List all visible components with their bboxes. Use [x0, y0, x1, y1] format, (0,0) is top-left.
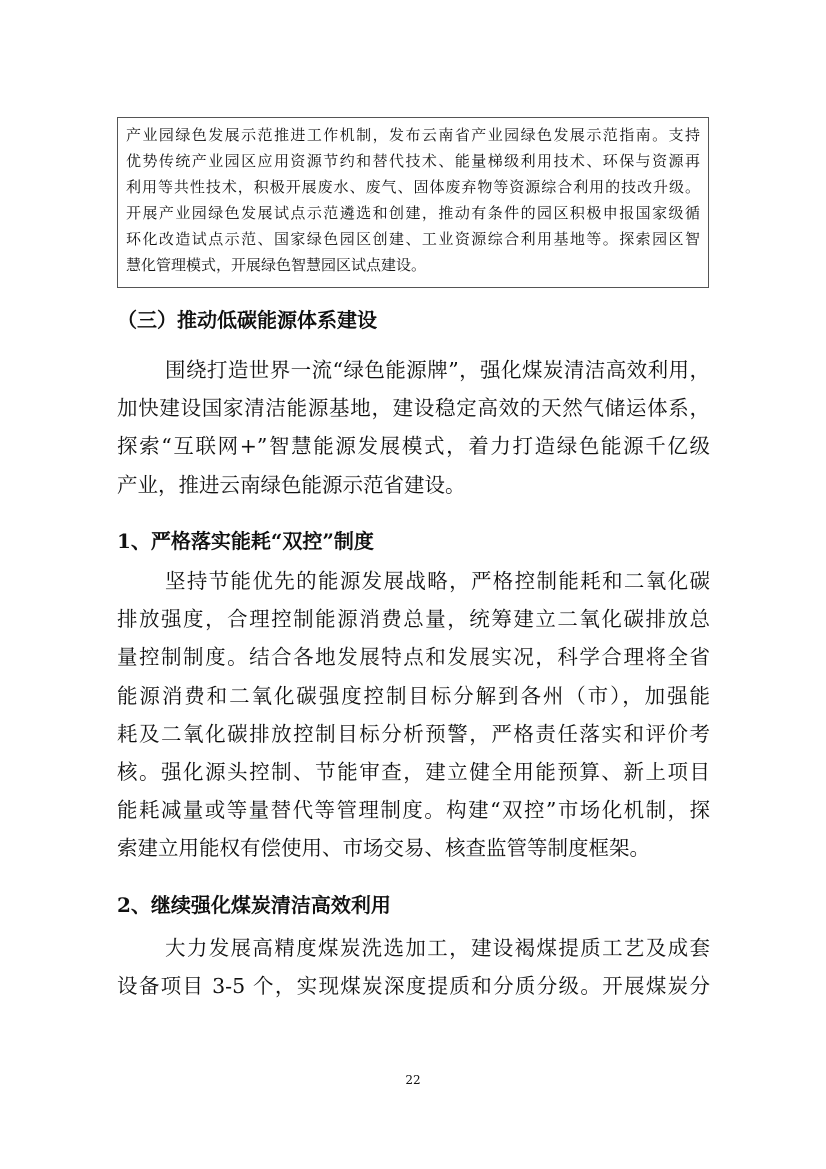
box-line: 环化改造试点示范、国家绿色园区创建、工业资源综合利用基地等。探索园区智 — [126, 230, 700, 248]
paragraph-line: 能耗减量或等量替代等管理制度。构建“双控”市场化机制，探 — [117, 798, 710, 823]
paragraph-line: 量控制制度。结合各地发展特点和发展实况，科学合理将全省 — [117, 645, 710, 670]
paragraph-line: 坚持节能优先的能源发展战略，严格控制能耗和二氧化碳 — [165, 569, 710, 593]
box-line: 优势传统产业园区应用资源节约和替代技术、能量梯级利用技术、环保与资源再 — [126, 152, 700, 170]
box-line: 产业园绿色发展示范推进工作机制，发布云南省产业园绿色发展示范指南。支持 — [126, 126, 700, 144]
box-line: 开展产业园绿色发展试点示范遴选和创建，推动有条件的园区积极申报国家级循 — [126, 204, 700, 222]
paragraph-line: 耗及二氧化碳排放控制目标分析预警，严格责任落实和评价考 — [117, 721, 710, 746]
box-line: 利用等共性技术，积极开展废水、废气、固体废弃物等资源综合利用的技改升级。 — [126, 178, 700, 196]
paragraph-line: 围绕打造世界一流“绿色能源牌”，强化煤炭清洁高效利用， — [165, 358, 710, 382]
section-paragraph — [117, 351, 710, 504]
subsection-heading: 1、严格落实能耗“双控”制度 — [117, 529, 374, 553]
paragraph-line: 核。强化源头控制、节能审查，建立健全用能预算、新上项目 — [117, 759, 710, 784]
paragraph-line: 索建立用能权有偿使用、市场交易、核查监管等制度框架。 — [117, 836, 650, 861]
paragraph-line: 能源消费和二氧化碳强度控制目标分解到各州（市），加强能 — [117, 683, 710, 708]
page-number: 22 — [405, 1073, 421, 1087]
paragraph-line: 设备项目 3-5 个，实现煤炭深度提质和分质分级。开展煤炭分 — [117, 974, 710, 999]
paragraph-line: 探索“互联网+”智慧能源发展模式，着力打造绿色能源千亿级 — [117, 434, 710, 459]
box-line: 慧化管理模式，开展绿色智慧园区试点建设。 — [126, 256, 427, 274]
paragraph-line: 加快建设国家清洁能源基地，建设稳定高效的天然气储运体系， — [117, 396, 710, 421]
subsection-paragraph — [117, 562, 710, 868]
subsection-heading: 2、继续强化煤炭清洁高效利用 — [117, 893, 391, 917]
paragraph-line: 产业，推进云南绿色能源示范省建设。 — [117, 472, 466, 497]
section-heading: （三）推动低碳能源体系建设 — [117, 308, 377, 332]
paragraph-line: 大力发展高精度煤炭洗选加工，建设褐煤提质工艺及成套 — [165, 936, 710, 960]
subsection-paragraph — [117, 929, 710, 1005]
text-box — [117, 117, 709, 288]
paragraph-line: 排放强度，合理控制能源消费总量，统筹建立二氧化碳排放总 — [117, 607, 710, 632]
